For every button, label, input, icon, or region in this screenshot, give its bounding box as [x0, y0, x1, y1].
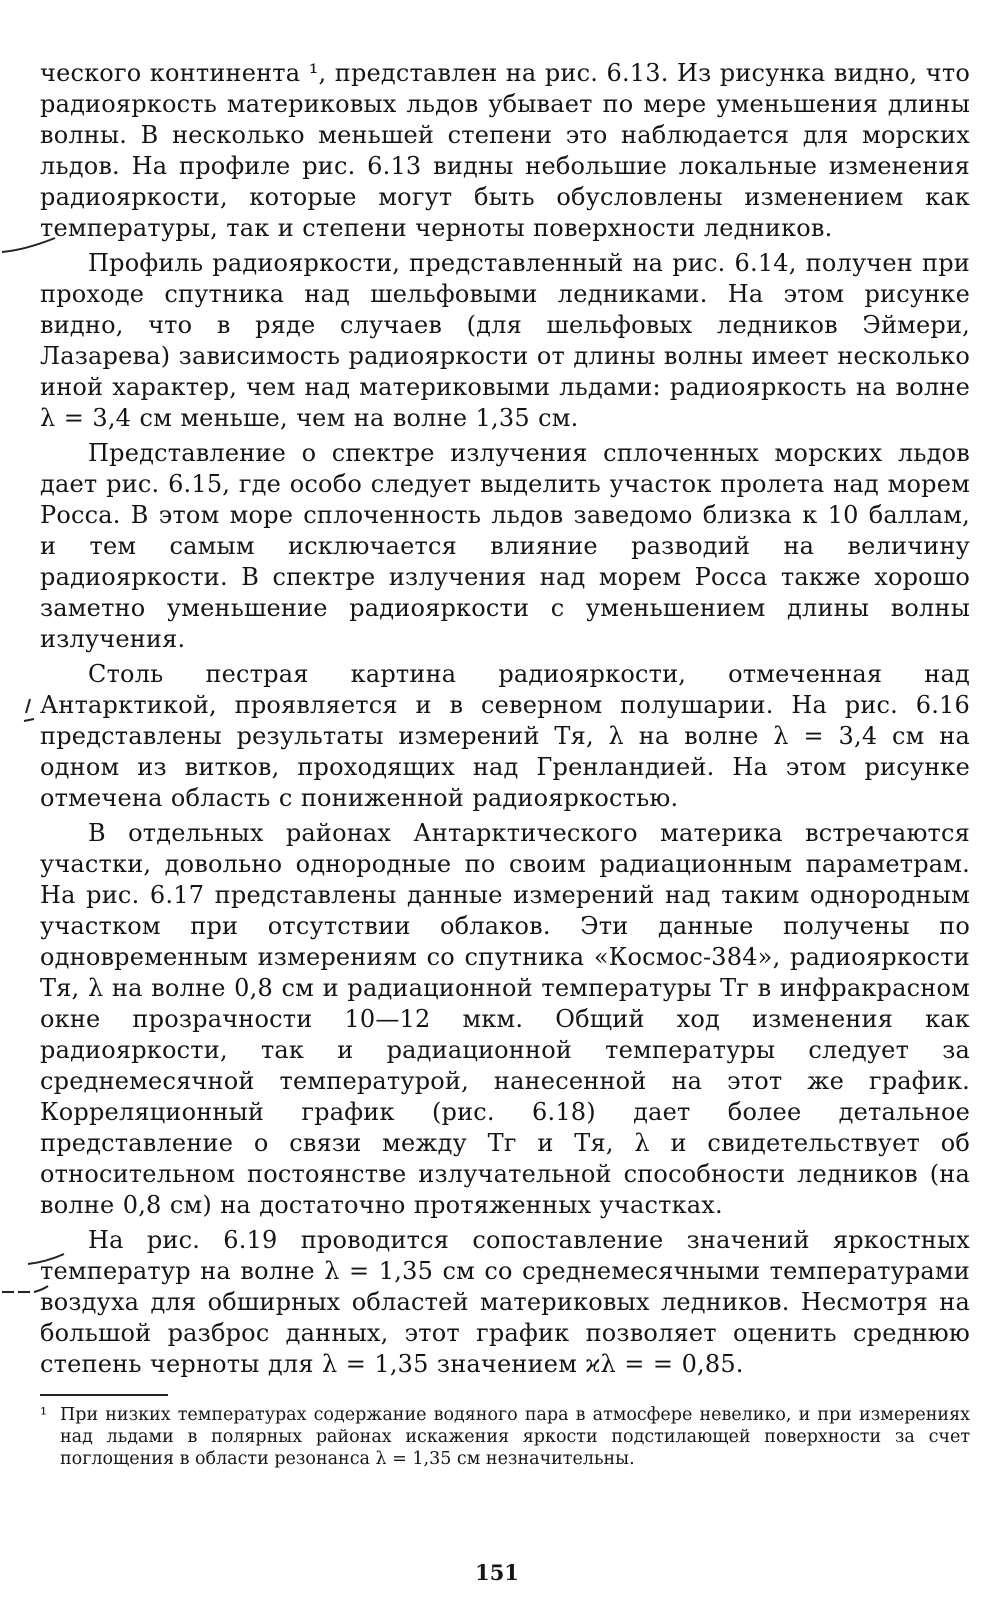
footnote-text: При низких температурах содержание водяного пара в атмосфере невелико, и при измерениях над льдами в полярных районах искажения яркости подстилающей поверхности за счет поглощения в области резонанса λ = 1,35 см незначительны. — [60, 1405, 970, 1469]
margin-pen-mark-2 — [26, 1250, 66, 1268]
paragraph-3: Представление о спектре излучения сплоченных морских льдов дает рис. 6.15, где особо следует выделить участок пролета над морем Росса. В этом море сплоченность льдов заведомо близка к 10 баллам, и тем самым исключается влияние разводий на величину радиояркости. В спектре излучения над морем Росса также хорошо заметно уменьшение радиояркости с уменьшением длины волны излучения. — [40, 439, 970, 653]
paragraph-6: На рис. 6.19 проводится сопоставление значений яркостных температур на волне λ = 1,35 см со среднемесячными температурами воздуха для обширных областей материковых ледников. Несмотря на большой разброс данных, этот график позволяет оценить среднюю степень черноты для λ = 1,35 значением ϰλ = = 0,85. — [40, 1226, 970, 1378]
footnote-divider — [40, 1394, 168, 1396]
footnote-marker: ¹ — [40, 1405, 48, 1425]
paragraph-1: ческого континента ¹, представлен на рис. 6.13. Из рисунка видно, что радиояркость материковых льдов убывает по мере уменьшения длины волны. В несколько меньшей степени это наблюдается для морских льдов. На профиле рис. 6.13 видны небольшие локальные изменения радиояркости, которые могут быть обусловлены изменением как температуры, так и степени черноты поверхности ледников. — [40, 59, 970, 242]
margin-pen-mark-1 — [0, 232, 60, 256]
paragraph-2: Профиль радиояркости, представленный на рис. 6.14, получен при проходе спутника над шельфовыми ледниками. На этом рисунке видно, что в ряде случаев (для шельфовых ледников Эймери, Лазарева) зависимость радиояркости от длины волны имеет несколько иной характер, чем над материковыми льдами: радиояркость на волне λ = 3,4 см меньше, чем на волне 1,35 см. — [40, 249, 970, 432]
margin-pen-mark-3 — [0, 1280, 50, 1300]
footnote — [40, 1404, 970, 1470]
paragraph-5: В отдельных районах Антарктического материка встречаются участки, довольно однородные по своим радиационным параметрам. На рис. 6.17 представлены данные измерений над таким однородным участком при отсутствии облаков. Эти данные получены по одновременным измерениям со спутника «Космос-384», радиояркости Tя, λ на волне 0,8 см и радиационной температуры Tг в инфракрасном окне прозрачности 10—12 мкм. Общий ход изменения как радиояркости, так и радиационной температуры следует за среднемесячной температурой, нанесенной на этот же график. Корреляционный график (рис. 6.18) дает более детальное представление о связи между Tг и Tя, λ и свидетельствует об относительном постоянстве излучательной способности ледников (на волне 0,8 см) на достаточно протяженных участках. — [40, 819, 970, 1219]
page-number: 151 — [475, 1560, 519, 1585]
margin-tick-mark — [20, 695, 40, 735]
paragraph-4: Столь пестрая картина радиояркости, отмеченная над Антарктикой, проявляется и в северном полушарии. На рис. 6.16 представлены результаты измерений Tя, λ на волне λ = 3,4 см на одном из витков, проходящих над Гренландией. На этом рисунке отмечена область с пониженной радиояркостью. — [40, 660, 970, 812]
page-body — [40, 58, 970, 1470]
